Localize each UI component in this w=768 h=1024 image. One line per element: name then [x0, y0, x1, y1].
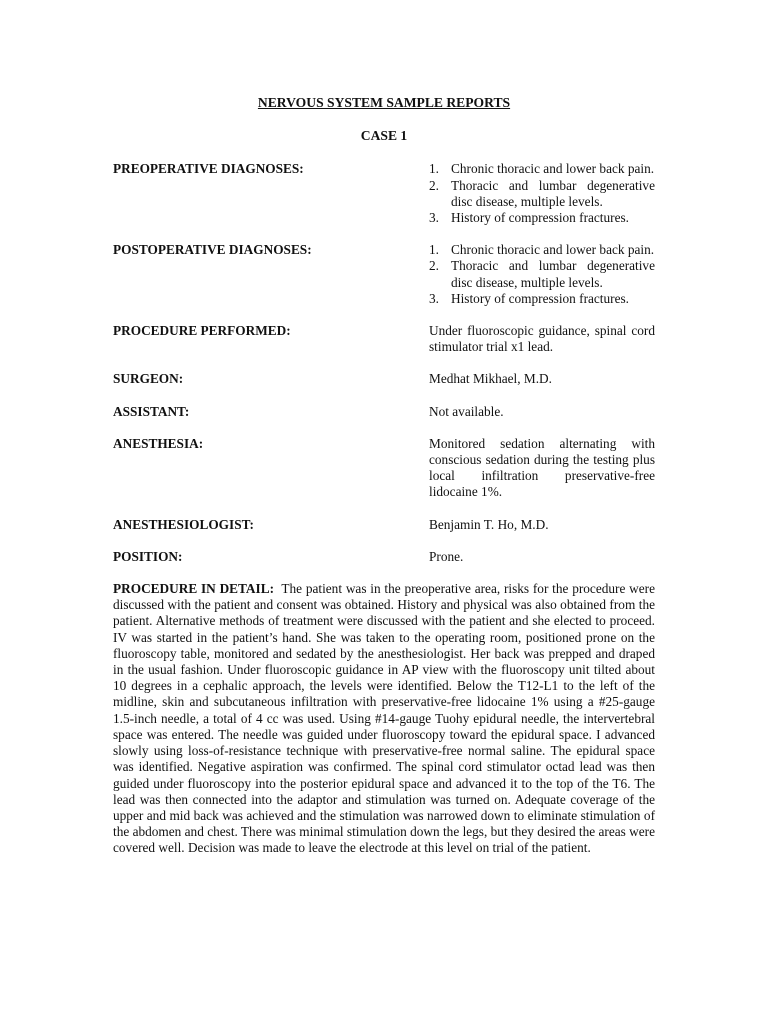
preoperative-diagnoses-list — [429, 161, 655, 226]
list-item — [429, 178, 655, 210]
postoperative-diagnoses-list — [429, 242, 655, 307]
list-item-number: 3. — [429, 290, 439, 306]
procedure-in-detail-label: PROCEDURE IN DETAIL: — [113, 581, 275, 597]
list-item-text: Chronic thoracic and lower back pain. — [451, 242, 655, 258]
list-item-number: 3. — [429, 210, 439, 226]
assistant-value: Not available. — [429, 403, 504, 419]
list-item — [429, 258, 655, 290]
position-section — [113, 549, 655, 565]
position-label: POSITION: — [113, 548, 183, 564]
postoperative-diagnoses-value — [429, 242, 655, 307]
list-item-number: 1. — [429, 242, 439, 258]
surgeon-section — [113, 371, 655, 387]
procedure-in-detail-text: The patient was in the preoperative area, risks for the procedure were discussed with the patient and consent was obtained. History and physical was also obtained from the patient. Alternative methods of treatment were discussed with the patient and she elected to proceed. IV was started in the patient’s hand. She was taken to the operating room, positioned prone on the fluoroscopy table, monitored and sedated by the anesthesiologist. Her back was prepped and draped in the usual fashion. Under fluoroscopic guidance in AP view with the fluoroscopy unit tilted about 10 degrees in a cephalic approach, the levels were identified. Below the T12-L1 to the left of the midline, skin and subcutaneous infiltration with preservative-free lidocaine 1% using a #25-gauge 1.5-inch needle, a total of 4 cc was used. Using #14-gauge Tuohy epidural needle, the intervertebral space was entered. The needle was guided under fluoroscopy toward the epidural space. I advanced slowly using loss-of-resistance technique with preservative-free normal saline. The epidural space was identified. Negative aspiration was confirmed. The spinal cord stimulator octad lead was then guided under fluoroscopy into the posterior epidural space and advanced it to the top of the T6. The lead was then connected into the adaptor and stimulation was turned on. Adequate coverage of the upper and mid back was achieved and the stimulation was narrowed down to eliminate stimulation of the abdomen and chest. There was minimal stimulation down the legs, but they desired the areas were covered well. Decision was made to leave the electrode at this level on trial of the patient. — [113, 581, 655, 856]
postoperative-diagnoses-section — [113, 242, 655, 307]
list-item-number: 2. — [429, 177, 439, 193]
list-item-text: Chronic thoracic and lower back pain. — [451, 161, 655, 177]
anesthesia-value: Monitored sedation alternating with conscious sedation during the testing plus local infiltration preservative-free lidocaine 1%. — [429, 435, 655, 500]
anesthesiologist-section — [113, 517, 655, 533]
list-item-number: 1. — [429, 161, 439, 177]
document-title: NERVOUS SYSTEM SAMPLE REPORTS — [257, 95, 511, 110]
preoperative-diagnoses-value — [429, 161, 655, 226]
preoperative-diagnoses-section — [113, 161, 655, 226]
surgeon-label: SURGEON: — [113, 371, 184, 387]
list-item — [429, 210, 655, 226]
list-item — [429, 161, 655, 177]
list-item-text: Thoracic and lumbar degenerative disc disease, multiple levels. — [451, 258, 655, 290]
surgeon-value: Medhat Mikhael, M.D. — [429, 371, 552, 387]
list-item-text: History of compression fractures. — [451, 210, 629, 226]
list-item-number: 2. — [429, 258, 439, 274]
list-item — [429, 291, 655, 307]
position-value: Prone. — [429, 548, 464, 564]
anesthesia-section — [113, 436, 655, 501]
postoperative-diagnoses-label: POSTOPERATIVE DIAGNOSES: — [113, 242, 312, 258]
assistant-section — [113, 404, 655, 420]
case-heading: CASE 1 — [360, 128, 408, 144]
assistant-label: ASSISTANT: — [113, 403, 190, 419]
procedure-performed-section — [113, 323, 655, 355]
list-item-text: History of compression fractures. — [451, 290, 629, 306]
anesthesia-label: ANESTHESIA: — [113, 435, 204, 451]
procedure-performed-label: PROCEDURE PERFORMED: — [113, 323, 291, 339]
anesthesiologist-value: Benjamin T. Ho, M.D. — [429, 516, 549, 532]
list-item-text: Thoracic and lumbar degenerative disc disease, multiple levels. — [451, 177, 655, 209]
anesthesiologist-label: ANESTHESIOLOGIST: — [113, 516, 254, 532]
procedure-performed-value: Under fluoroscopic guidance, spinal cord stimulator trial x1 lead. — [429, 323, 655, 355]
procedure-in-detail-section — [113, 581, 655, 856]
list-item — [429, 242, 655, 258]
preoperative-diagnoses-label: PREOPERATIVE DIAGNOSES: — [113, 161, 304, 177]
